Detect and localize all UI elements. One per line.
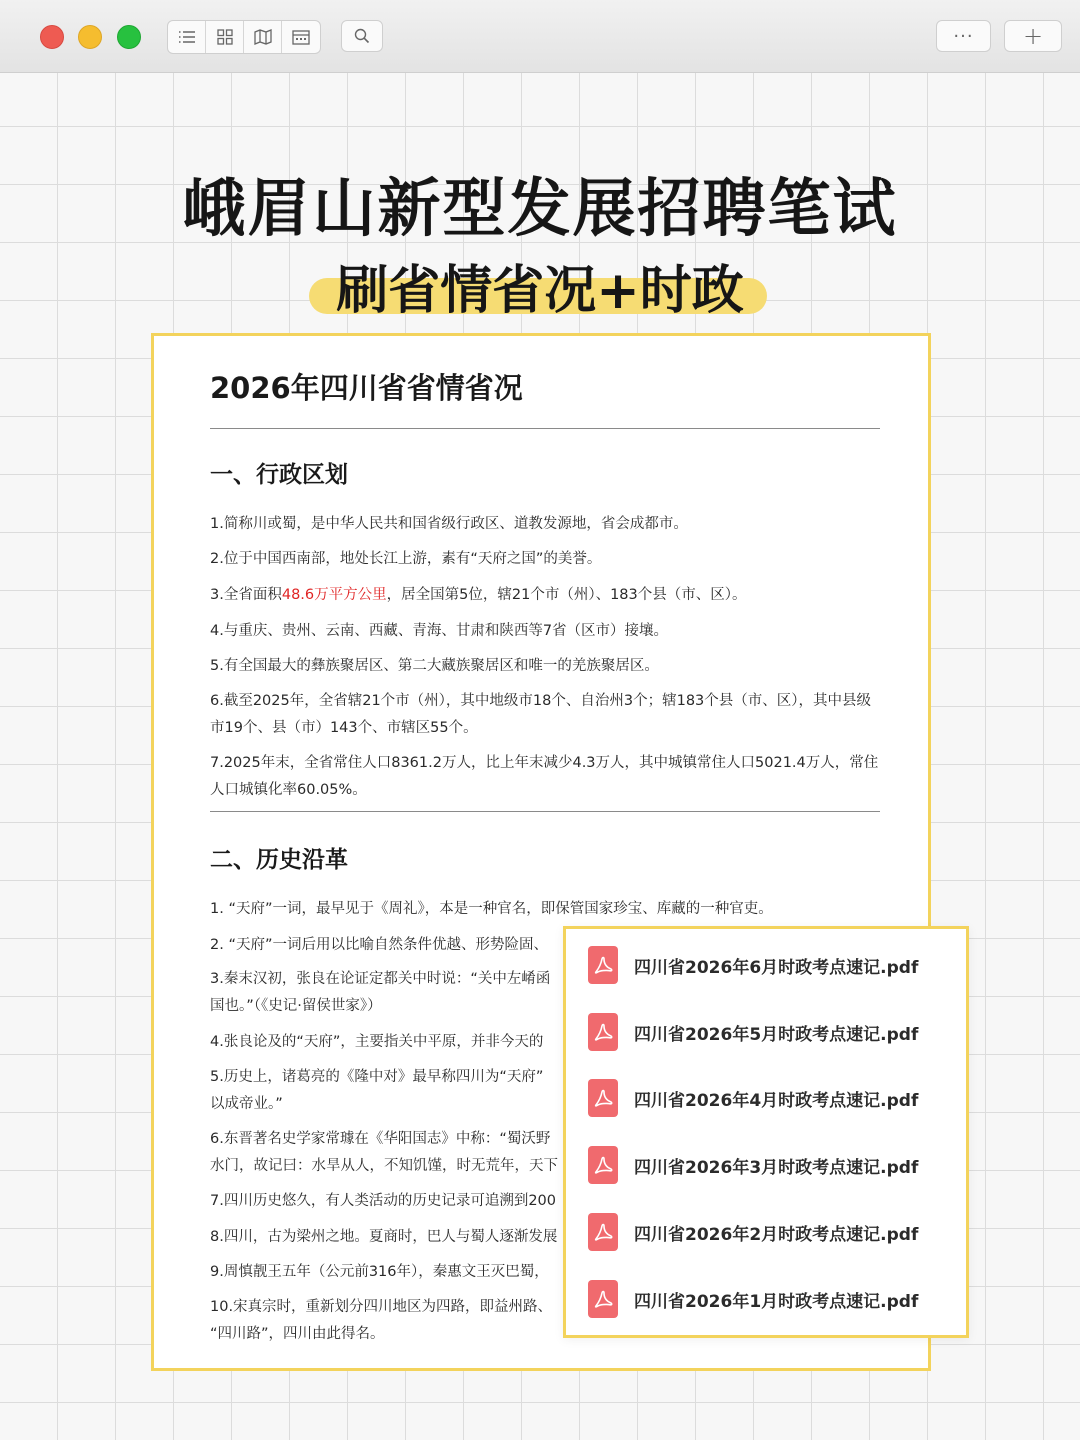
history-item-5-cont: 以成帝业。” <box>210 1096 283 1112</box>
section-title-admin: 一、行政区划 <box>210 462 348 488</box>
history-item-4: 4.张良论及的“天府”，主要指关中平原，并非今天的 <box>210 1034 544 1050</box>
admin-item-1: 1.简称川或蜀，是中华人民共和国省级行政区、道教发源地，省会成都市。 <box>210 516 688 532</box>
grid-view-icon <box>217 29 233 45</box>
pdf-file-icon <box>588 1146 618 1184</box>
heading-divider <box>210 428 880 429</box>
pdf-file-icon <box>588 1213 618 1251</box>
history-item-6: 6.东晋著名史学家常璩在《华阳国志》中称：“蜀沃野 <box>210 1131 551 1147</box>
pdf-file-list <box>563 926 969 1338</box>
calendar-view-button[interactable] <box>282 21 320 53</box>
history-item-10: 10.宋真宗时，重新划分四川地区为四路，即益州路、 <box>210 1299 553 1315</box>
pdf-file-item[interactable] <box>588 1276 958 1322</box>
admin-item-5: 5.有全国最大的彝族聚居区、第二大藏族聚居区和唯一的羌族聚居区。 <box>210 658 659 674</box>
pdf-file-icon <box>588 946 618 984</box>
pdf-file-name: 四川省2026年1月时政考点速记.pdf <box>634 1291 919 1312</box>
history-item-3-cont: 国也。”（《史记·留侯世家》） <box>210 998 382 1014</box>
area-highlight: 48.6万平方公里 <box>281 587 387 603</box>
add-button[interactable] <box>1004 20 1062 52</box>
pdf-file-item[interactable] <box>588 1209 958 1255</box>
pdf-file-name: 四川省2026年2月时政考点速记.pdf <box>634 1224 919 1245</box>
pdf-file-icon <box>588 1280 618 1318</box>
history-item-2: 2. “天府”一词后用以比喻自然条件优越、形势险固、 <box>210 937 548 953</box>
search-button[interactable] <box>341 20 383 52</box>
list-view-icon <box>178 30 196 44</box>
pdf-file-item[interactable] <box>588 1075 958 1121</box>
more-options-button[interactable] <box>936 20 991 52</box>
add-label: + <box>1022 22 1044 50</box>
map-icon <box>254 29 272 45</box>
admin-item-4: 4.与重庆、贵州、云南、西藏、青海、甘肃和陕西等7省（区市）接壤。 <box>210 623 669 639</box>
pdf-file-item[interactable] <box>588 1142 958 1188</box>
admin-item-7: 7.2025年末，全省常住人口8361.2万人，比上年末减少4.3万人，其中城镇常住人口5021.4万人，常住人口城镇化率60.05%。 <box>210 755 879 798</box>
pdf-file-item[interactable] <box>588 1009 958 1055</box>
history-item-10-cont: “四川路”，四川由此得名。 <box>210 1326 385 1342</box>
admin-item-2: 2.位于中国西南部，地处长江上游，素有“天府之国”的美誉。 <box>210 551 602 567</box>
poster-title: 峨眉山新型发展招聘笔试 <box>182 172 898 245</box>
pdf-file-name: 四川省2026年5月时政考点速记.pdf <box>634 1024 919 1045</box>
history-item-7: 7.四川历史悠久，有人类活动的历史记录可追溯到200 <box>210 1193 557 1209</box>
section-divider <box>210 811 880 812</box>
section-title-history: 二、历史沿革 <box>210 847 348 873</box>
history-item-1: 1. “天府”一词，最早见于《周礼》，本是一种官名，即保管国家珍宝、库藏的一种官吏。 <box>210 901 773 917</box>
view-toggle-group <box>167 20 321 54</box>
pdf-file-icon <box>588 1079 618 1117</box>
pdf-file-name: 四川省2026年4月时政考点速记.pdf <box>634 1090 919 1111</box>
more-label: ··· <box>953 25 974 47</box>
minimize-window-button[interactable] <box>78 25 102 49</box>
close-window-button[interactable] <box>40 25 64 49</box>
map-view-button[interactable] <box>244 21 282 53</box>
search-icon <box>354 28 370 44</box>
grid-view-button[interactable] <box>206 21 244 53</box>
document-heading: 2026年四川省省情省况 <box>210 371 523 405</box>
poster-subtitle: 刷省情省况+时政 <box>336 261 744 321</box>
pdf-file-icon <box>588 1013 618 1051</box>
history-item-9: 9.周慎靓王五年（公元前316年），秦惠文王灭巴蜀， <box>210 1264 549 1280</box>
admin-item-3-prefix: 3.全省面积 <box>210 587 282 603</box>
history-item-8: 8.四川，古为梁州之地。夏商时，巴人与蜀人逐渐发展 <box>210 1229 558 1245</box>
history-item-3: 3.秦末汉初，张良在论证定都关中时说：“关中左崤函 <box>210 971 551 987</box>
admin-item-3 <box>210 582 880 609</box>
history-item-5: 5.历史上，诸葛亮的《隆中对》最早称四川为“天府” <box>210 1069 544 1085</box>
calendar-icon <box>292 29 310 45</box>
pdf-file-name: 四川省2026年3月时政考点速记.pdf <box>634 1157 919 1178</box>
maximize-window-button[interactable] <box>117 25 141 49</box>
history-item-6-cont: 水门，故记曰：水旱从人，不知饥馑，时无荒年，天下 <box>210 1158 558 1174</box>
pdf-file-item[interactable] <box>588 942 958 988</box>
list-view-button[interactable] <box>168 21 206 53</box>
pdf-file-name: 四川省2026年6月时政考点速记.pdf <box>634 957 919 978</box>
window-titlebar <box>0 0 1080 73</box>
admin-item-3-suffix: ，居全国第5位，辖21个市（州）、183个县（市、区）。 <box>386 587 747 603</box>
admin-item-6: 6.截至2025年，全省辖21个市（州），其中地级市18个、自治州3个；辖183个县（市、区），其中县级市19个、县（市）143个、市辖区55个。 <box>210 693 872 736</box>
